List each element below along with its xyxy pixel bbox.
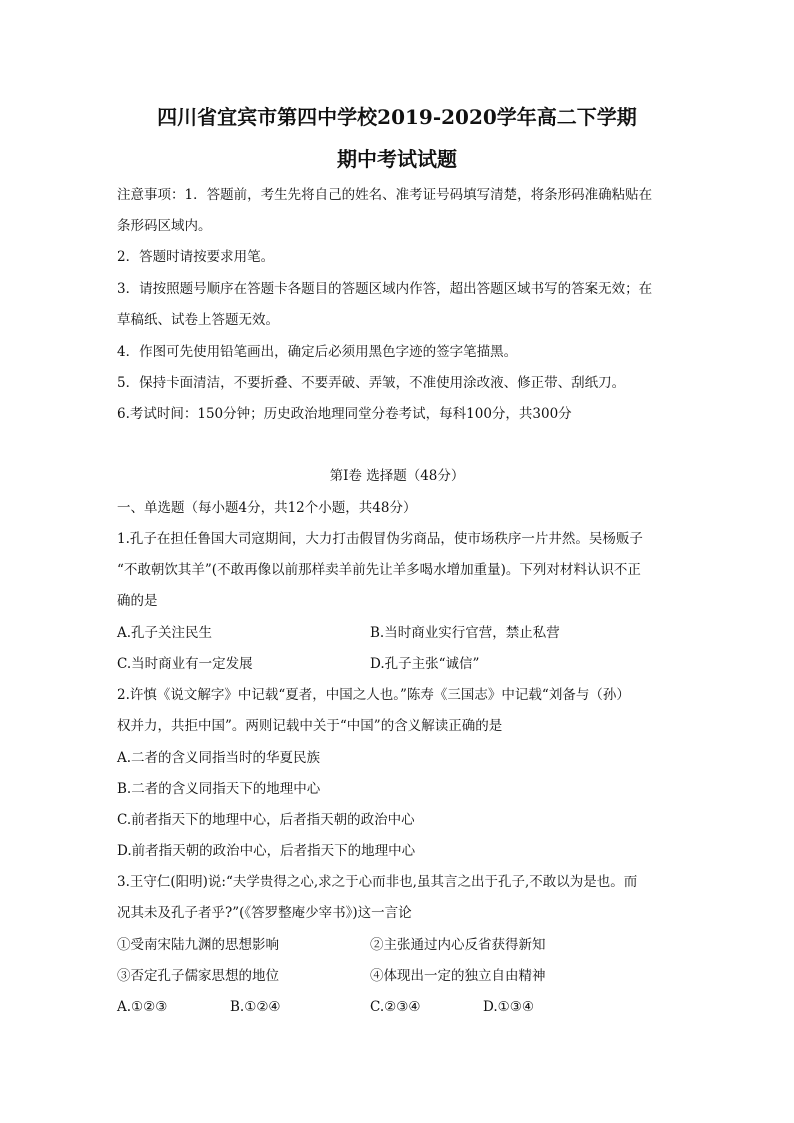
q2-option-c: C.前者指天下的地理中心，后者指天朝的政治中心 <box>117 812 415 828</box>
q1-option-b: B.当时商业实行官营，禁止私营 <box>370 625 560 641</box>
q1-option-c: C.当时商业有一定发展 <box>117 656 253 672</box>
q3-option-c: C.②③④ <box>370 999 421 1015</box>
q3-item-1: ①受南宋陆九渊的思想影响 <box>117 937 279 953</box>
q1-stem-line-3: 确的是 <box>117 593 158 609</box>
q2-stem-line-1: 2.许慎《说文解字》中记载“夏者，中国之人也。”陈寿《三国志》中记载“刘备与（孙） <box>117 687 630 703</box>
page-subtitle: 期中考试试题 <box>337 147 457 171</box>
part-title: 一、单选题（每小题4分，共12个小题，共48分） <box>117 500 417 516</box>
q3-option-b: B.①②④ <box>230 999 281 1015</box>
notes-line-3: 2．答题时请按要求用笔。 <box>117 249 275 265</box>
notes-line-6: 4．作图可先使用铅笔画出，确定后必须用黑色字迹的签字笔描黑。 <box>117 344 518 360</box>
notes-line-1: 注意事项：1．答题前，考生先将自己的姓名、准考证号码填写清楚，将条形码准确粘贴在 <box>117 187 653 203</box>
q2-option-b: B.二者的含义同指天下的地理中心 <box>117 781 321 797</box>
q3-item-4: ④体现出一定的独立自由精神 <box>370 968 546 984</box>
q2-option-d: D.前者指天朝的政治中心，后者指天下的地理中心 <box>117 843 416 859</box>
q1-stem-line-2: “不敢朝饮其羊”(不敢再像以前那样卖羊前先让羊多喝水增加重量)。下列对材料认识不正 <box>117 562 641 578</box>
q3-stem-line-2: 况其未及孔子者乎?”(《答罗整庵少宰书》)这一言论 <box>117 905 412 921</box>
q3-item-2: ②主张通过内心反省获得新知 <box>370 937 546 953</box>
q2-option-a: A.二者的含义同指当时的华夏民族 <box>117 750 321 766</box>
q3-item-3: ③否定孔子儒家思想的地位 <box>117 968 279 984</box>
q1-option-d: D.孔子主张“诚信” <box>370 656 480 672</box>
q2-stem-line-2: 权并力，共拒中国”。两则记载中关于“中国”的含义解读正确的是 <box>117 718 503 734</box>
q3-option-a: A.①②③ <box>117 999 168 1015</box>
notes-line-2: 条形码区域内。 <box>117 218 212 234</box>
notes-line-5: 草稿纸、试卷上答题无效。 <box>117 312 279 328</box>
section-title: 第Ⅰ卷 选择题（48分） <box>329 468 465 484</box>
q3-option-d: D.①③④ <box>483 999 534 1015</box>
notes-line-8: 6.考试时间：150分钟；历史政治地理同堂分卷考试，每科100分，共300分 <box>117 406 572 422</box>
page-title: 四川省宜宾市第四中学校2019-2020学年高二下学期 <box>157 105 637 129</box>
q1-option-a: A.孔子关注民生 <box>117 625 213 641</box>
q1-stem-line-1: 1.孔子在担任鲁国大司寇期间，大力打击假冒伪劣商品，使市场秩序一片井然。吴杨贩子 <box>117 531 643 547</box>
notes-line-4: 3．请按照题号顺序在答题卡各题目的答题区域内作答，超出答题区域书写的答案无效；在 <box>117 281 653 297</box>
notes-line-7: 5．保持卡面清洁，不要折叠、不要弄破、弄皱，不准使用涂改液、修正带、刮纸刀。 <box>117 375 626 391</box>
q3-stem-line-1: 3.王守仁(阳明)说:“夫学贵得之心,求之于心而非也,虽其言之出于孔子,不敢以为是也。而 <box>117 874 638 890</box>
